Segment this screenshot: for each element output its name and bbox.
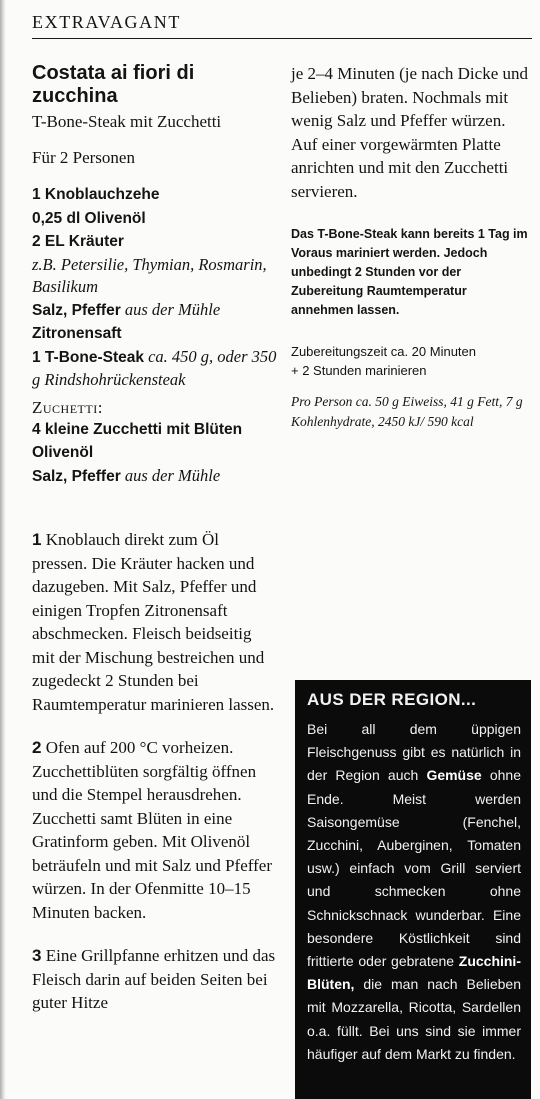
instruction-step: 3 Eine Grillpfanne erhitzen und das Fleisch darin auf beiden Seiten bei guter Hitze xyxy=(32,946,276,1012)
recipe-title: Costata ai fiori di zucchina xyxy=(32,62,195,107)
ingredient-list xyxy=(32,183,277,392)
recipe-right-column xyxy=(291,62,531,431)
instruction-step: 2 Ofen auf 200 °C vorheizen. Zucchettiblüten sorgfältig öffnen und die Stempel herausdrehen. Zucchetti samt Blüten in eine Gratinform geben. Mit Olivenöl beträufeln und mit Salz und Pfeffer würzen. In der Ofenmitte 10–15 Minuten backen. xyxy=(32,738,272,922)
recipe-left-column xyxy=(32,62,277,1015)
ingredient-item: 2 EL Kräuter xyxy=(32,233,124,250)
preparation-note: Das T-Bone-Steak kann bereits 1 Tag im Voraus mariniert werden. Jedoch unbedingt 2 Stunden vor der Zubereitung Raumtemperatur annehmen lassen. xyxy=(291,227,528,317)
ingredient-item: 1 T-Bone-Steak ca. 450 g, oder 350 g Rindshohrückensteak xyxy=(32,346,277,389)
recipe-servings: Für 2 Personen xyxy=(32,148,135,167)
section-label: EXTRAVAGANT xyxy=(32,12,181,32)
ingredient-item: Olivenöl xyxy=(32,444,94,461)
recipe-subtitle: T-Bone-Steak mit Zucchetti xyxy=(32,112,222,131)
scan-edge-shadow xyxy=(0,0,6,1099)
region-box-text: Bei all dem üppigen Fleischgenuss gibt es natürlich in der Region auch Gemüse ohne Ende. Meist werden Saisongemüse (Fenchel, Zucchini, Auberginen, Tomaten usw.) einfach vom Grill serviert und schmecken ohne Schnickschnack wunderbar. Eine besondere Köstlichkeit sind frittierte oder gebratene Zucchini-Blüten, die man nach Belieben mit Mozzarella, Ricotta, Sardellen o.a. füllt. Bei uns sind sie immer häufiger auf dem Markt zu finden. xyxy=(307,721,521,1062)
section-header xyxy=(32,8,532,39)
ingredient-item: 4 kleine Zucchetti mit Blüten xyxy=(32,420,243,438)
ingredient-item: Salz, Pfeffer aus der Mühle xyxy=(32,465,221,485)
zucchetti-heading: Zuchetti: xyxy=(32,397,103,417)
ingredient-item: Salz, Pfeffer aus der Mühle xyxy=(32,299,221,319)
instruction-step-continued: je 2–4 Minuten (je nach Dicke und Belieben) braten. Nochmals mit wenig Salz und Pfeffer würzen. Auf einer vorgewärmten Platte anrichten und mit den Zucchetti servieren. xyxy=(291,64,528,201)
instruction-step: 1 Knoblauch direkt zum Öl pressen. Die Kräuter hacken und dazugeben. Mit Salz, Pfeffer und einigen Tropfen Zitronensaft abschmecken. Fleisch beidseitig mit der Mischung bestreichen und zugedeckt 2 Stunden bei Raumtemperatur marinieren lassen. xyxy=(32,530,275,714)
ingredient-item: 0,25 dl Olivenöl xyxy=(32,209,146,227)
ingredient-item: z.B. Petersilie, Thymian, Rosmarin, Basilikum xyxy=(32,254,267,296)
ingredient-item: 1 Knoblauchzehe xyxy=(32,186,160,203)
zucchetti-ingredient-list xyxy=(32,418,277,489)
ingredient-item: Zitronensaft xyxy=(32,325,122,342)
region-box-title: AUS DER REGION... xyxy=(307,690,477,709)
preparation-time: Zubereitungszeit ca. 20 Minuten + 2 Stunden marinieren xyxy=(291,344,476,378)
nutrition-info: Pro Person ca. 50 g Eiweiss, 41 g Fett, 7 g Kohlenhydrate, 2450 kJ/ 590 kcal xyxy=(291,394,523,429)
region-info-box xyxy=(295,680,531,1099)
